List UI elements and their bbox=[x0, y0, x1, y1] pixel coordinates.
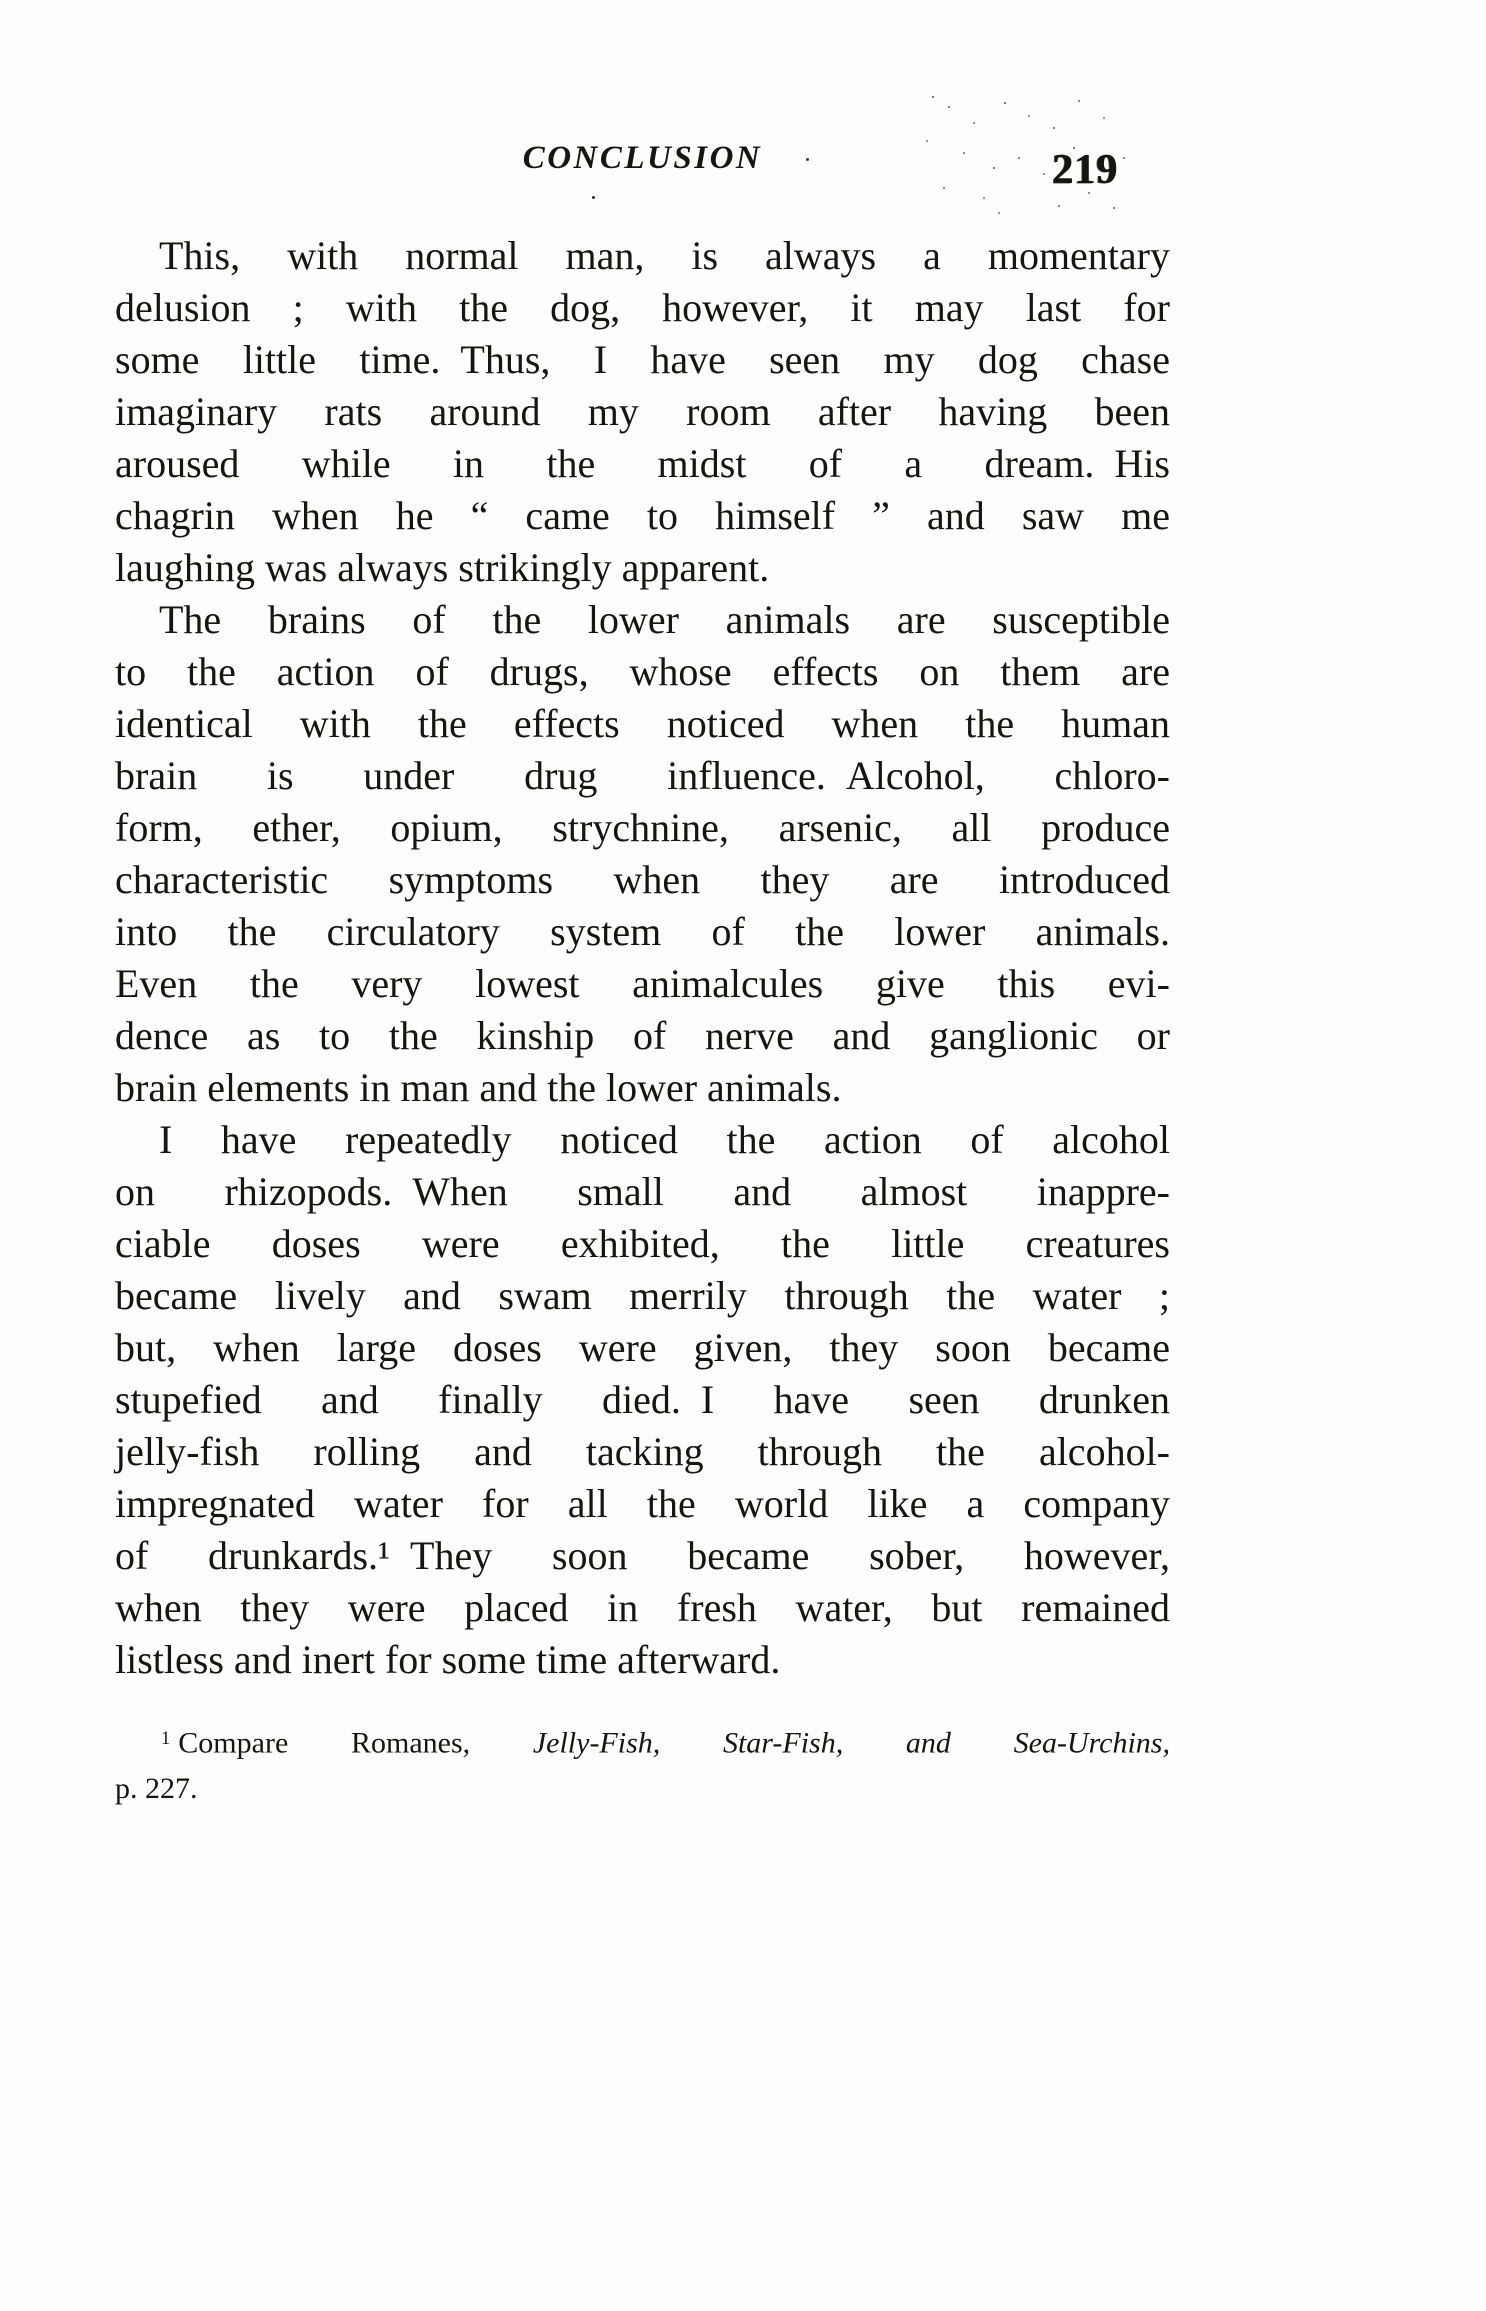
text-line: chagrin when he “ came to himself ” and saw me bbox=[115, 493, 1170, 538]
text-line: some little time. Thus, I have seen my dog chase bbox=[115, 337, 1170, 382]
text-line: I have repeatedly noticed the action of alcohol bbox=[159, 1117, 1170, 1162]
scan-noise bbox=[932, 96, 934, 98]
scan-speck bbox=[592, 196, 595, 199]
text-line: imaginary rats around my room after having been bbox=[115, 389, 1170, 434]
text-line: ciable doses were exhibited, the little creatures bbox=[115, 1221, 1170, 1266]
text-line: listless and inert for some time afterward. bbox=[115, 1637, 781, 1682]
text-line: laughing was always strikingly apparent. bbox=[115, 545, 770, 590]
text-line: delusion ; with the dog, however, it may last for bbox=[115, 285, 1170, 330]
text-line: on rhizopods. When small and almost inappre- bbox=[115, 1169, 1170, 1214]
text-line: The brains of the lower animals are susceptible bbox=[159, 597, 1170, 642]
footnote-title-italic: Jelly-Fish, Star-Fish, and Sea-Urchins, bbox=[532, 1726, 1170, 1760]
footnote-page-ref: p. 227. bbox=[115, 1772, 198, 1806]
text-line: of drunkards.¹ They soon became sober, however, bbox=[115, 1533, 1170, 1578]
footnote bbox=[115, 1716, 1170, 1812]
text-line: brain is under drug influence. Alcohol, chloro- bbox=[115, 753, 1170, 798]
text-line: became lively and swam merrily through the water ; bbox=[115, 1273, 1170, 1318]
text-line: brain elements in man and the lower animals. bbox=[115, 1065, 842, 1110]
text-line: characteristic symptoms when they are introduced bbox=[115, 857, 1170, 902]
page-number: 219 bbox=[1052, 147, 1118, 193]
text-line: form, ether, opium, strychnine, arsenic, all produce bbox=[115, 805, 1170, 850]
text-line: jelly-fish rolling and tacking through the alcohol- bbox=[115, 1429, 1170, 1474]
text-line: but, when large doses were given, they soon became bbox=[115, 1325, 1170, 1370]
footnote-roman-text: Compare Romanes, bbox=[178, 1726, 533, 1760]
text-line: dence as to the kinship of nerve and ganglionic or bbox=[115, 1013, 1170, 1058]
scan-speck bbox=[806, 158, 809, 161]
text-line: aroused while in the midst of a dream. His bbox=[115, 441, 1170, 486]
text-line: This, with normal man, is always a momentary bbox=[159, 233, 1170, 278]
running-header: CONCLUSION bbox=[522, 140, 763, 176]
text-line: when they were placed in fresh water, but remained bbox=[115, 1585, 1170, 1630]
footnote-line bbox=[115, 1716, 1170, 1766]
body-text bbox=[115, 230, 1170, 1686]
text-line: to the action of drugs, whose effects on them are bbox=[115, 649, 1170, 694]
text-line: into the circulatory system of the lower animals. bbox=[115, 909, 1170, 954]
text-line: stupefied and finally died. I have seen drunken bbox=[115, 1377, 1170, 1422]
text-line: impregnated water for all the world like a company bbox=[115, 1481, 1170, 1526]
text-line: identical with the effects noticed when the human bbox=[115, 701, 1170, 746]
footnote-marker: 1 bbox=[161, 1728, 171, 1749]
text-line: Even the very lowest animalcules give this evi- bbox=[115, 961, 1170, 1006]
